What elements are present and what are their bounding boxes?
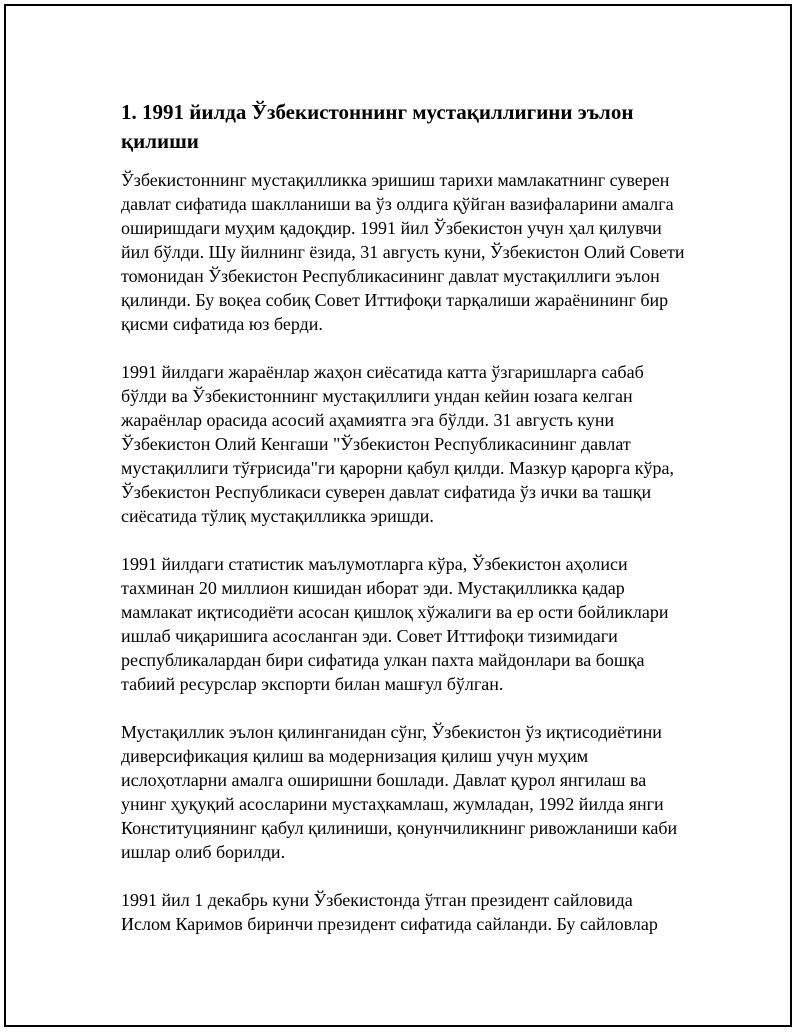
document-content: [121, 98, 686, 960]
paragraph-5: 1991 йил 1 декабрь куни Ўзбекистонда ўтган президент сайловида Ислом Каримов биринчи президент сифатида сайланди. Бу сайловлар: [121, 890, 658, 934]
section-heading: 1. 1991 йилда Ўзбекистоннинг мустақиллигини эълон қилиши: [121, 100, 634, 153]
paragraph-1: Ўзбекистоннинг мустақилликка эришиш тарихи мамлакатнинг суверен давлат сифатида шаклланиши ва ўз олдига қўйган вазифаларини амалга оширишдаги муҳим қадоқдир. 1991 йил Ўзбекистон учун ҳал қилувчи йил бўлди. Шу йилнинг ёзида, 31 августь куни, Ўзбекистон Олий Совети томонидан Ўзбекистон Республикасининг давлат мустақиллиги эълон қилинди. Бу воқеа собиқ Совет Иттифоқи тарқалиши жараёнининг бир қисми сифатида юз берди.: [121, 170, 685, 334]
paragraph-3: 1991 йилдаги статистик маълумотларга кўра, Ўзбекистон аҳолиси тахминан 20 миллион кишидан иборат эди. Мустақилликка қадар мамлакат иқтисодиёти асосан қишлоқ хўжалиги ва ер ости бойликлари ишлаб чиқаришига асосланган эди. Совет Иттифоқи тизимидаги республикалардан бири сифатида улкан пахта майдонлари ва бошқа табиий ресурслар экспорти билан машғул бўлган.: [121, 554, 669, 694]
paragraph-2: 1991 йилдаги жараёнлар жаҳон сиёсатида катта ўзгаришларга сабаб бўлди ва Ўзбекистоннинг мустақиллиги ундан кейин юзага келган жараёнлар орасида асосий аҳамиятга эга бўлди. 31 августь куни Ўзбекистон Олий Кенгаши "Ўзбекистон Республикасининг давлат мустақиллиги тўғрисида"ги қарорни қабул қилди. Мазкур қарорга кўра, Ўзбекистон Республикаси суверен давлат сифатида ўз ички ва ташқи сиёсатида тўлиқ мустақилликка эришди.: [121, 362, 674, 526]
paragraph-4: Мустақиллик эълон қилинганидан сўнг, Ўзбекистон ўз иқтисодиётини диверсификация қилиш ва модернизация қилиш учун муҳим ислоҳотларни амалга оширишни бошлади. Давлат қурол янгилаш ва унинг ҳуқуқий асосларини мустаҳкамлаш, жумладан, 1992 йилда янги Конституциянинг қабул қилиниши, қонунчиликнинг ривожланиши каби ишлар олиб борилди.: [121, 722, 678, 862]
document-page: [4, 4, 792, 1027]
